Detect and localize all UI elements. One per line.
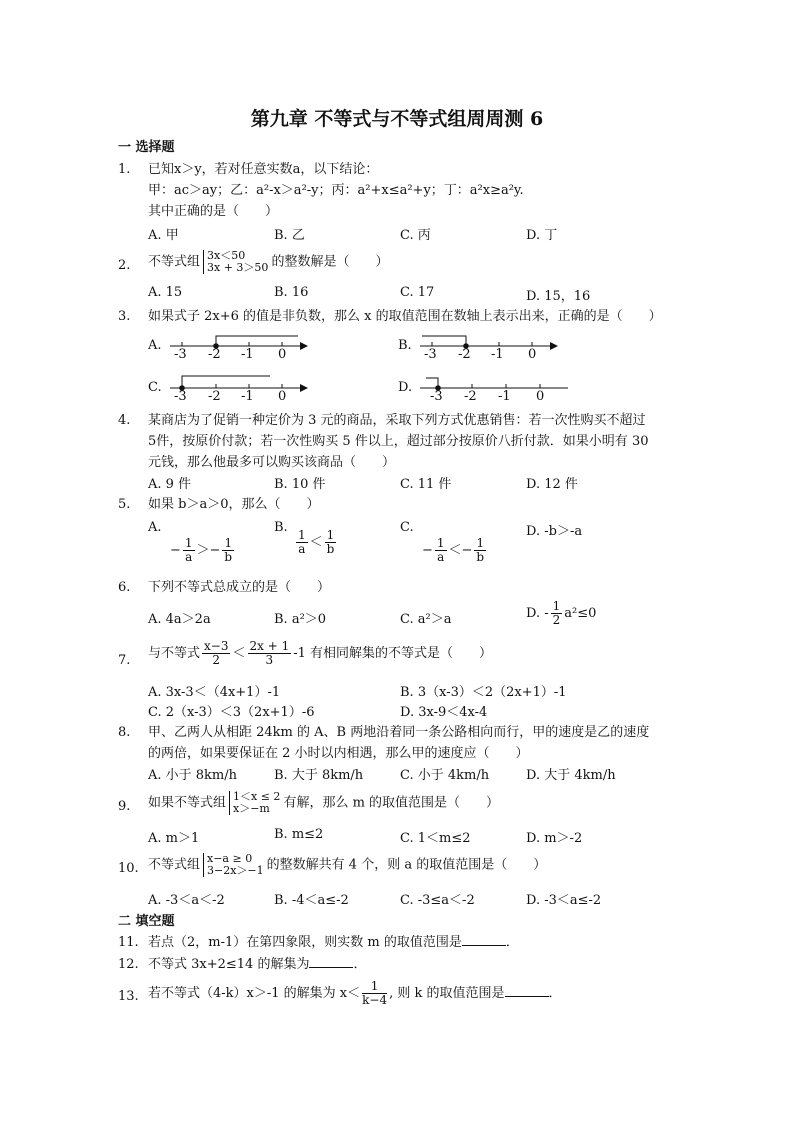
question-end: ． (505, 935, 519, 950)
option-label: B. (398, 338, 412, 353)
question-stem-line3: 其中正确的是（ ） (148, 204, 279, 219)
option-label: A. (148, 338, 162, 353)
question-7: 7. 与不等式 $\frac{x-3}{2}$ ＜ $\frac{2x + 1}{3}$ -1 有相同解集的不等式是（ ） (118, 640, 688, 676)
option-label: D. (398, 380, 413, 395)
question-stem-post: 的整数解共有 4 个，则 a 的取值范围是（ ） (266, 857, 547, 873)
tick-label: 0 (278, 347, 287, 362)
tick-label: 0 (536, 389, 545, 404)
option-a: A. 甲 (148, 228, 179, 243)
fraction-1-over-a (435, 537, 447, 564)
option-b: B. a²＞0 (274, 612, 327, 627)
option-d: D. -b＞-a (526, 524, 583, 539)
q6-options (148, 599, 708, 632)
option-label: B. (274, 520, 288, 535)
question-5 (118, 494, 688, 514)
section-fill-heading: 二 填空题 (118, 914, 175, 929)
numerator: 1 (552, 599, 561, 613)
system-line-1: 3x＜50 (207, 249, 246, 262)
tick-label: -3 (424, 347, 437, 362)
denominator: b (326, 542, 335, 556)
question-12 (118, 954, 688, 974)
question-stem: 如果式子 2x+6 的值是非负数，那么 x 的取值范围在数轴上表示出来，正确的是（ ） (148, 309, 662, 324)
question-number: 11. (118, 935, 139, 950)
question-11 (118, 932, 688, 952)
option-b: B. 16 (274, 285, 309, 300)
option-a: A. m＞1 (148, 831, 200, 846)
q9-options (148, 827, 708, 847)
numerator: 1 (362, 980, 387, 994)
system-line-2: x＞−m (233, 802, 270, 815)
number-line-option-d (398, 372, 568, 406)
option-b: B. -4＜a≤-2 (274, 893, 349, 908)
answer-blank[interactable] (505, 986, 549, 997)
numerator: x−3 (204, 639, 229, 653)
question-13 (118, 980, 688, 1014)
question-stem-pre: 若不等式（4-k）x＞-1 的解集为 x＜ (148, 986, 361, 1001)
option-c: C. 丙 (400, 228, 431, 243)
option-a: A. 15 (148, 285, 183, 300)
option-d-expression: a²≤0 (564, 606, 597, 621)
system-line-2: 3x + 3＞50 (207, 261, 269, 274)
numerator: 1 (326, 528, 335, 542)
numerator: 1 (184, 536, 193, 550)
tick-label: -1 (241, 389, 254, 404)
option-c: C. 小于 4km/h (400, 768, 490, 783)
denominator: a (437, 550, 445, 564)
question-6 (118, 577, 688, 597)
option-a: A. -3＜a＜-2 (148, 893, 225, 908)
fraction-1-over-b (222, 537, 234, 564)
tick-label: -3 (174, 389, 187, 404)
question-stem-post: 有解，那么 m 的取值范围是（ ） (283, 795, 500, 811)
inequality-system (229, 791, 280, 815)
option-label: C. (400, 520, 414, 535)
section-choice-heading: 一 选择题 (118, 140, 175, 155)
q7-options-row1 (148, 681, 708, 701)
question-number: 6. (118, 580, 131, 595)
q2-options (148, 285, 708, 305)
system-line-2: 3−2x＞−1 (207, 864, 264, 877)
option-c: C. a²＞a (400, 612, 452, 627)
tick-label: -2 (464, 389, 477, 404)
option-label: C. (148, 380, 162, 395)
fraction-1-over-a (183, 537, 195, 564)
question-stem: 甲、乙两人从相距 24km 的 A、B 两地沿着同一条公路相向而行，甲的速度是乙的速度 (148, 725, 650, 740)
option-a: A. 小于 8km/h (148, 768, 238, 783)
tick-label: -2 (208, 347, 221, 362)
numerator: 1 (224, 536, 233, 550)
q5-options (148, 520, 708, 568)
q4-options (148, 473, 708, 493)
option-c: C. 17 (400, 285, 435, 300)
tick-label: -1 (498, 389, 511, 404)
question-9 (118, 791, 688, 821)
tick-label: 0 (278, 389, 287, 404)
question-end: ． (353, 957, 367, 972)
option-d: D. 12 件 (526, 477, 578, 492)
system-line-1: 1＜x ≤ 2 (233, 790, 281, 803)
question-number: 2. (118, 258, 131, 273)
question-number: 8. (118, 725, 131, 740)
question-3 (118, 306, 688, 326)
option-c: C. 2（x-3）＜3（2x+1）-6 (148, 705, 315, 720)
question-stem: 下列不等式总成立的是（ ） (148, 580, 331, 595)
option-b: B. 3（x-3）＜2（2x+1）-1 (400, 685, 567, 700)
q8-options (148, 764, 708, 784)
question-stem-post: , 则 k 的取值范围是 (389, 986, 505, 1001)
page-title: 第九章 不等式与不等式组周周测 6 (250, 108, 544, 130)
option-d: D. 丁 (526, 228, 558, 243)
fraction-1-over-k-minus-4 (362, 980, 387, 1007)
question-stem-pre: 不等式组 (148, 254, 201, 270)
question-number: 4. (118, 413, 131, 428)
option-d: D. m＞-2 (526, 831, 583, 846)
option-a: A. 3x-3＜（4x+1）-1 (148, 685, 281, 700)
question-8 (118, 722, 688, 766)
fraction-1-over-b (325, 529, 337, 556)
numerator: 1 (436, 536, 445, 550)
question-number: 12. (118, 957, 139, 972)
option-b: B. m≤2 (274, 827, 324, 842)
answer-blank[interactable] (309, 957, 353, 968)
option-b: B. $\frac{1}{a}$ ＜ $\frac{1}{b}$ (274, 520, 335, 556)
question-stem-pre: 与不等式 (148, 646, 201, 661)
q7-options-row2 (148, 701, 708, 721)
question-stem-line2: 5件，按原价付款；若一次性购买 5 件以上，超过部分按原价八折付款．如果小明有 30 (148, 434, 649, 449)
option-label: D. (526, 606, 541, 621)
question-stem-post: -1 有相同解集的不等式是（ ） (293, 646, 493, 661)
question-number: 5. (118, 497, 131, 512)
numerator: 1 (298, 528, 306, 542)
denominator: 3 (265, 653, 274, 667)
question-stem: 若点（2，m-1）在第四象限，则实数 m 的取值范围是 (148, 935, 462, 950)
question-stem-pre: 不等式组 (148, 857, 201, 873)
question-stem-pre: 如果不等式组 (148, 795, 227, 811)
tick-label: -1 (241, 347, 254, 362)
question-number: 3. (118, 309, 131, 324)
tick-label: -2 (208, 389, 221, 404)
option-a: A. 9 件 (148, 477, 192, 492)
answer-blank[interactable] (462, 935, 506, 946)
option-c: C. 1＜m≤2 (400, 831, 471, 846)
question-number: 13. (118, 989, 139, 1004)
tick-label: -2 (458, 347, 471, 362)
option-d: D. -3＜a≤-2 (526, 893, 602, 908)
number-line-option-b (398, 330, 568, 364)
numerator: 2x + 1 (249, 639, 290, 653)
denominator: a (185, 550, 193, 564)
question-number: 1. (118, 162, 131, 177)
question-stem-line3: 元钱，那么他最多可以购买该商品（ ） (148, 455, 396, 470)
option-a: A. 4a＞2a (148, 612, 211, 627)
q1-options (148, 224, 708, 244)
number-line-option-c (148, 372, 318, 406)
number-line-option-a (148, 330, 318, 364)
question-2 (118, 250, 688, 280)
fraction-1-over-b (474, 537, 486, 564)
option-d: D. 3x-9＜4x-4 (400, 705, 488, 720)
tick-label: 0 (528, 347, 537, 362)
option-d: D. 大于 4km/h (526, 768, 616, 783)
denominator: 2 (552, 613, 561, 627)
option-b: B. 10 件 (274, 477, 326, 492)
option-b: B. 大于 8km/h (274, 768, 364, 783)
question-number: 10. (118, 861, 139, 876)
q10-options (148, 889, 708, 909)
option-b: B. 乙 (274, 228, 305, 243)
option-c: C. 11 件 (400, 477, 452, 492)
denominator: 2 (212, 653, 221, 667)
fraction-left (202, 640, 230, 667)
fraction-1-over-a (296, 529, 308, 556)
question-stem-line2: 甲：ac＞ay；乙：a²-x＞a²-y；丙：a²+x≤a²+y；丁：a²x≥a²y. (148, 183, 524, 198)
question-stem: 不等式 3x+2≤14 的解集为 (148, 957, 310, 972)
fraction-one-half (551, 600, 563, 627)
question-stem: 如果 b＞a＞0，那么（ ） (148, 497, 320, 512)
question-stem-line2: 的两倍，如果要保证在 2 小时以内相遇，那么甲的速度应（ ） (148, 746, 529, 761)
option-d: D. - $\frac{1}{2}$ a²≤0 (526, 599, 597, 627)
question-4 (118, 410, 688, 476)
denominator: b (224, 550, 233, 564)
question-10 (118, 853, 688, 883)
denominator: a (298, 542, 306, 556)
question-stem-post: 的整数解是（ ） (271, 254, 389, 270)
tick-label: -3 (174, 347, 187, 362)
denominator: b (476, 550, 485, 564)
question-end: ． (548, 986, 562, 1001)
system-line-1: x−a ≥ 0 (207, 852, 253, 865)
option-c: C. -3≤a＜-2 (400, 893, 475, 908)
question-number: 7. (118, 653, 131, 668)
question-stem: 某商店为了促销一种定价为 3 元的商品，采取下列方式优惠销售：若一次性购买不超过 (148, 413, 646, 428)
inequality-system (203, 250, 268, 274)
option-c: C. − $\frac{1}{a}$ ＜− $\frac{1}{b}$ (400, 520, 485, 564)
numerator: 1 (476, 536, 485, 550)
question-stem: 已知x＞y，若对任意实数a，以下结论： (148, 162, 379, 177)
tick-label: -1 (491, 347, 504, 362)
inequality-system (203, 853, 264, 877)
option-d: D. 15，16 (526, 289, 591, 304)
fraction-right (248, 640, 292, 667)
option-label: A. (148, 520, 162, 535)
question-number: 9. (118, 799, 131, 814)
option-a: A. − $\frac{1}{a}$ ＞− $\frac{1}{b}$ (148, 520, 233, 564)
denominator: k−4 (362, 993, 388, 1007)
tick-label: -3 (430, 389, 443, 404)
